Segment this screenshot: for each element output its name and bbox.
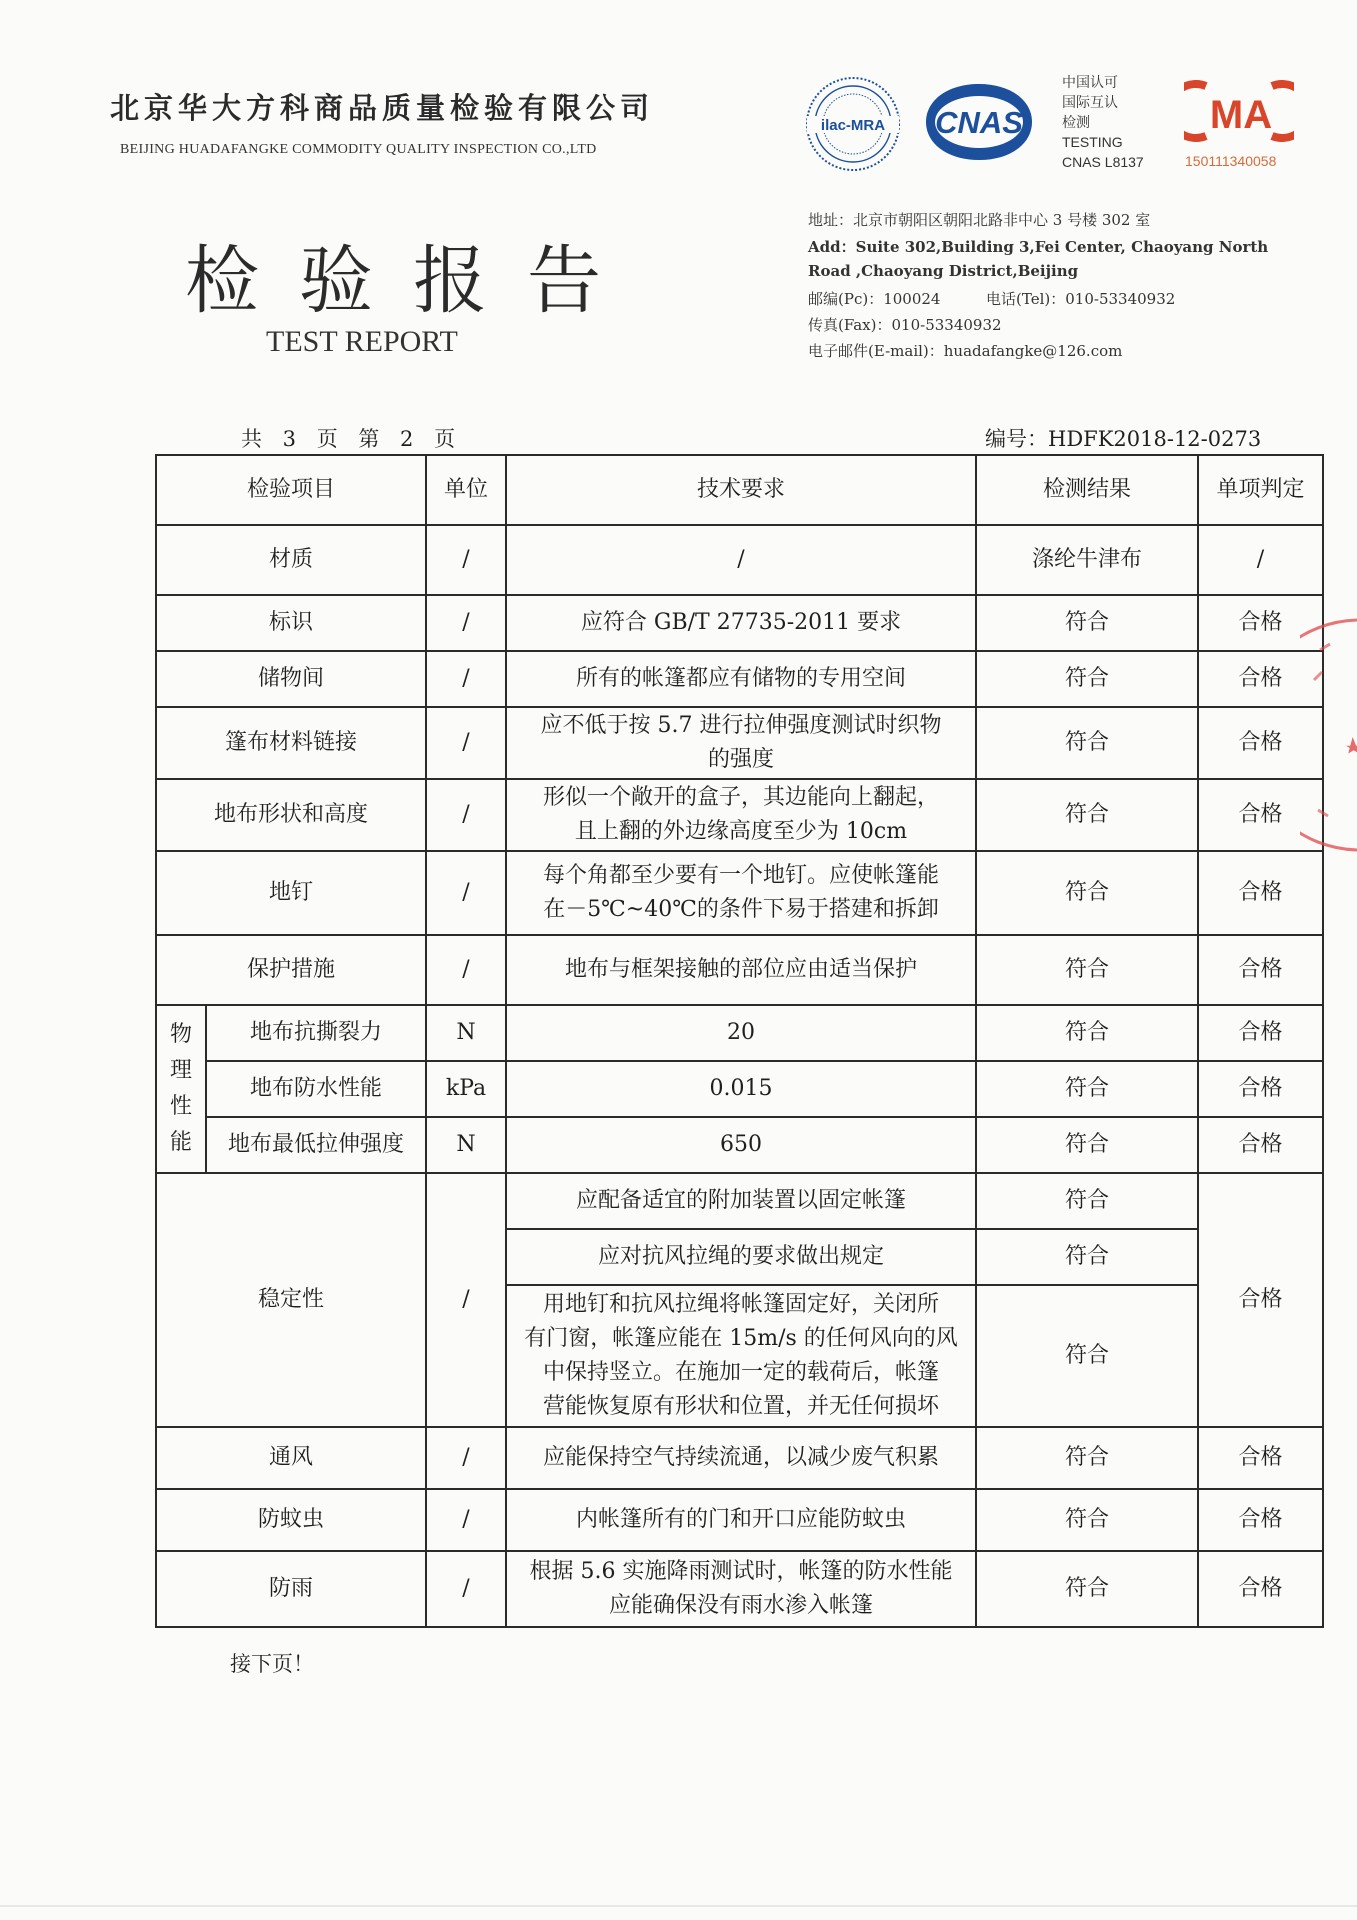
result-cell: 符合 <box>976 935 1198 1005</box>
ilac-mra-logo-icon <box>803 74 903 174</box>
requirement-cell <box>506 1551 976 1627</box>
requirement-cell <box>506 779 976 851</box>
page-count: 共 3 页 第 2 页 <box>241 427 458 451</box>
company-name-en: BEIJING HUADAFANGKE COMMODITY QUALITY INSPECTION CO.,LTD <box>120 142 597 157</box>
requirement-cell: 20 <box>506 1005 976 1061</box>
table-row-physical <box>156 1061 1323 1117</box>
unit-cell: / <box>426 779 506 851</box>
item-cell: 保护措施 <box>156 935 426 1005</box>
cnas-logo-text: CNAS <box>935 105 1023 140</box>
category-char: 物 <box>169 1022 192 1047</box>
postcode: 邮编(Pc)：100024 <box>808 290 941 308</box>
requirement-line: 应能确保没有雨水渗入帐篷 <box>609 1593 874 1618</box>
judgment-cell: 合格 <box>1198 651 1323 707</box>
table-row-physical <box>156 1005 1323 1061</box>
requirement-cell: 应对抗风拉绳的要求做出规定 <box>506 1229 976 1285</box>
unit-cell: / <box>426 525 506 595</box>
unit-cell: kPa <box>426 1061 506 1117</box>
item-cell: 篷布材料链接 <box>156 707 426 779</box>
requirement-line: 每个角都至少要有一个地钉。应使帐篷能 <box>543 863 940 888</box>
unit-cell: N <box>426 1117 506 1173</box>
item-cell: 储物间 <box>156 651 426 707</box>
item-cell: 地布最低拉伸强度 <box>206 1117 426 1173</box>
judgment-cell: 合格 <box>1198 779 1323 851</box>
judgment-cell: 合格 <box>1198 1117 1323 1173</box>
report-title-en: TEST REPORT <box>266 325 458 358</box>
unit-cell: / <box>426 1551 506 1627</box>
requirement-cell: 应能保持空气持续流通，以减少废气积累 <box>506 1427 976 1489</box>
item-cell: 标识 <box>156 595 426 651</box>
requirement-line: 形似一个敞开的盒子，其边能向上翻起， <box>543 785 940 810</box>
result-cell: 符合 <box>976 851 1198 935</box>
unit-cell: / <box>426 1427 506 1489</box>
requirement-cell: 应符合 GB/T 27735-2011 要求 <box>506 595 976 651</box>
table-row <box>156 651 1323 707</box>
requirement-cell: 内帐篷所有的门和开口应能防蚊虫 <box>506 1489 976 1551</box>
accreditation-text <box>1062 72 1144 172</box>
judgment-cell: 合格 <box>1198 851 1323 935</box>
cnas-logo-icon <box>920 80 1038 164</box>
address-en-line1: Add：Suite 302,Building 3,Fei Center, Chaoyang North <box>808 238 1269 256</box>
fax: 传真(Fax)：010-53340932 <box>808 316 1002 334</box>
item-cell: 防蚊虫 <box>156 1489 426 1551</box>
result-cell: 符合 <box>976 1117 1198 1173</box>
result-cell: 符合 <box>976 1427 1198 1489</box>
requirement-line: 中保持竖立。在施加一定的载荷后，帐篷 <box>543 1360 940 1385</box>
requirement-cell: 地布与框架接触的部位应由适当保护 <box>506 935 976 1005</box>
cert-line-5: CNAS L8137 <box>1062 154 1144 170</box>
header-item: 检验项目 <box>156 455 426 525</box>
item-cell: 防雨 <box>156 1551 426 1627</box>
ilac-mra-logo-text: ilac-MRA <box>820 117 886 134</box>
unit-cell: / <box>426 1489 506 1551</box>
table-row <box>156 595 1323 651</box>
category-char: 理 <box>169 1058 192 1083</box>
result-cell: 涤纶牛津布 <box>976 525 1198 595</box>
report-number: 编号：HDFK2018-12-0273 <box>985 427 1262 451</box>
table-row-stability <box>156 1173 1323 1229</box>
seal-stamp-icon <box>1300 610 1357 860</box>
requirement-line: 在－5℃~40℃的条件下易于搭建和拆卸 <box>543 897 939 922</box>
unit-cell: / <box>426 1173 506 1427</box>
requirement-cell: 应配备适宜的附加装置以固定帐篷 <box>506 1173 976 1229</box>
unit-cell: / <box>426 595 506 651</box>
report-title-cn: 检验报告 <box>185 238 641 324</box>
requirement-cell <box>506 707 976 779</box>
requirement-line: 的强度 <box>708 747 775 772</box>
table-row <box>156 851 1323 935</box>
header-requirement: 技术要求 <box>506 455 976 525</box>
requirement-line: 应不低于按 5.7 进行拉伸强度测试时织物 <box>540 713 942 738</box>
judgment-cell: 合格 <box>1198 1173 1323 1427</box>
table-header-row <box>156 455 1323 525</box>
requirement-cell: 650 <box>506 1117 976 1173</box>
unit-cell: / <box>426 651 506 707</box>
requirement-line: 营能恢复原有形状和位置，并无任何损坏 <box>543 1394 940 1419</box>
result-cell: 符合 <box>976 1551 1198 1627</box>
table-row-physical <box>156 1117 1323 1173</box>
judgment-cell: 合格 <box>1198 1489 1323 1551</box>
category-char: 能 <box>169 1130 192 1155</box>
cert-line-4: TESTING <box>1062 134 1123 150</box>
judgment-cell: / <box>1198 525 1323 595</box>
judgment-cell: 合格 <box>1198 1427 1323 1489</box>
table-row <box>156 1489 1323 1551</box>
unit-cell: / <box>426 935 506 1005</box>
item-cell: 地布形状和高度 <box>156 779 426 851</box>
result-cell: 符合 <box>976 651 1198 707</box>
result-cell: 符合 <box>976 1489 1198 1551</box>
requirement-cell <box>506 851 976 935</box>
unit-cell: / <box>426 707 506 779</box>
requirement-cell: 0.015 <box>506 1061 976 1117</box>
result-cell: 符合 <box>976 1061 1198 1117</box>
result-cell: 符合 <box>976 779 1198 851</box>
requirement-cell <box>506 1285 976 1427</box>
item-cell: 通风 <box>156 1427 426 1489</box>
address-en-line2: Road ,Chaoyang District,Beijing <box>808 262 1079 280</box>
judgment-cell: 合格 <box>1198 595 1323 651</box>
header-judgment: 单项判定 <box>1198 455 1323 525</box>
address-cn: 地址：北京市朝阳区朝阳北路非中心 3 号楼 302 室 <box>808 211 1151 229</box>
company-name-cn: 北京华大方科商品质量检验有限公司 <box>110 91 655 125</box>
result-cell: 符合 <box>976 1229 1198 1285</box>
judgment-cell: 合格 <box>1198 707 1323 779</box>
scan-edge-divider <box>0 1905 1357 1907</box>
postcode-phone <box>808 288 1175 309</box>
header-result: 检测结果 <box>976 455 1198 525</box>
requirement-line: 用地钉和抗风拉绳将帐篷固定好，关闭所 <box>543 1292 940 1317</box>
cert-line-3: 检测 <box>1062 114 1090 130</box>
item-cell: 稳定性 <box>156 1173 426 1427</box>
requirement-cell: / <box>506 525 976 595</box>
continue-note: 接下页！ <box>230 1652 314 1676</box>
cma-logo-icon <box>1184 80 1294 142</box>
result-cell: 符合 <box>976 1005 1198 1061</box>
requirement-line: 根据 5.6 实施降雨测试时，帐篷的防水性能 <box>529 1559 953 1584</box>
physical-category-cell <box>156 1005 206 1173</box>
table-row <box>156 1427 1323 1489</box>
judgment-cell: 合格 <box>1198 1061 1323 1117</box>
item-cell: 材质 <box>156 525 426 595</box>
table-row <box>156 525 1323 595</box>
cert-line-2: 国际互认 <box>1062 94 1118 110</box>
judgment-cell: 合格 <box>1198 1005 1323 1061</box>
requirement-line: 且上翻的外边缘高度至少为 10cm <box>574 819 908 844</box>
table-row <box>156 707 1323 779</box>
header-unit: 单位 <box>426 455 506 525</box>
unit-cell: N <box>426 1005 506 1061</box>
table-row <box>156 935 1323 1005</box>
requirement-cell: 所有的帐篷都应有储物的专用空间 <box>506 651 976 707</box>
phone: 电话(Tel)：010-53340932 <box>986 290 1176 308</box>
email: 电子邮件(E-mail)：huadafangke@126.com <box>808 342 1123 360</box>
table-row <box>156 779 1323 851</box>
cma-logo-text: MA <box>1209 93 1273 137</box>
judgment-cell: 合格 <box>1198 1551 1323 1627</box>
requirement-line: 有门窗，帐篷应能在 15m/s 的任何风向的风 <box>524 1326 958 1351</box>
result-cell: 符合 <box>976 1285 1198 1427</box>
judgment-cell: 合格 <box>1198 935 1323 1005</box>
unit-cell: / <box>426 851 506 935</box>
item-cell: 地布抗撕裂力 <box>206 1005 426 1061</box>
cert-line-1: 中国认可 <box>1062 74 1118 90</box>
result-cell: 符合 <box>976 595 1198 651</box>
table-row <box>156 1551 1323 1627</box>
inspection-table <box>155 454 1324 1628</box>
item-cell: 地布防水性能 <box>206 1061 426 1117</box>
item-cell: 地钉 <box>156 851 426 935</box>
result-cell: 符合 <box>976 1173 1198 1229</box>
result-cell: 符合 <box>976 707 1198 779</box>
cma-number: 150111340058 <box>1185 153 1277 169</box>
category-char: 性 <box>169 1094 192 1119</box>
